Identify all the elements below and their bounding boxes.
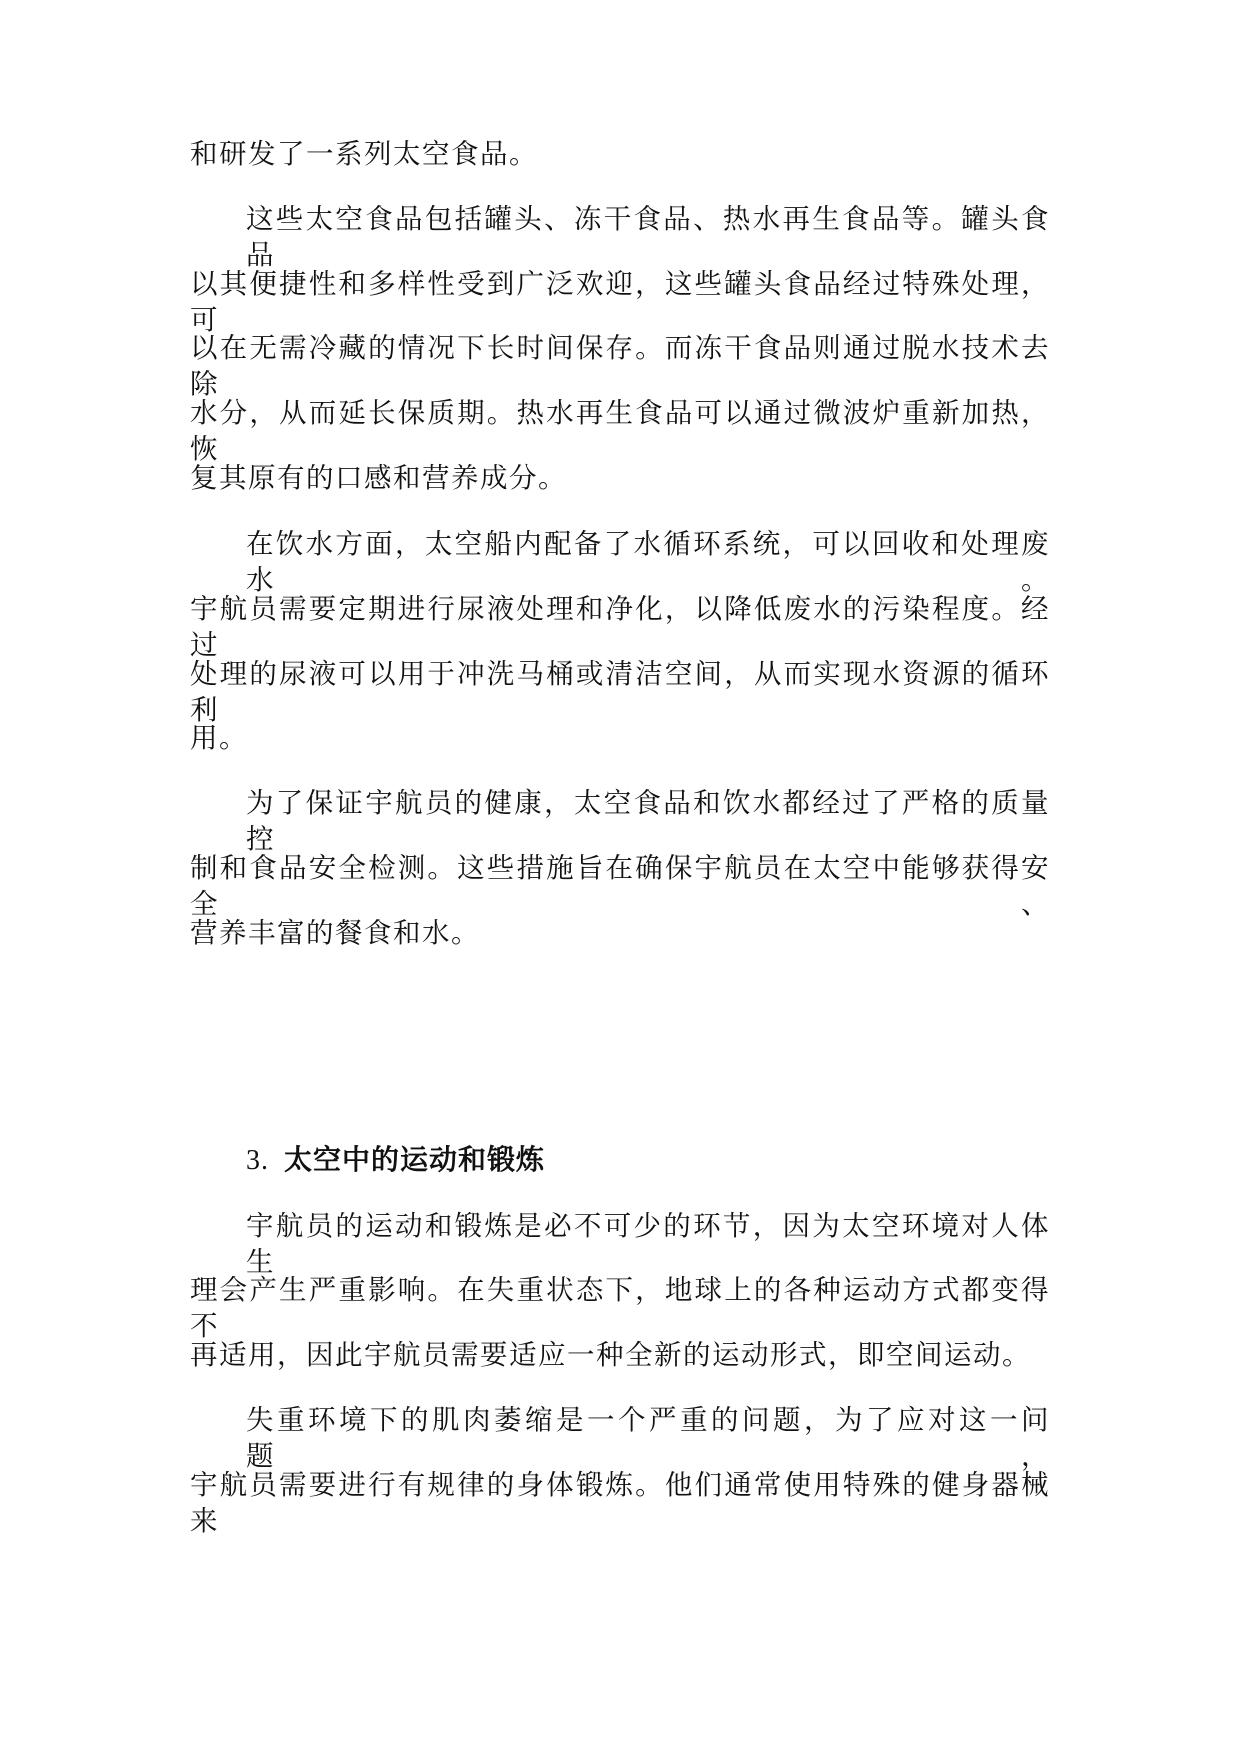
text-line: 营养丰富的餐食和水。 <box>190 917 480 949</box>
section-heading <box>246 1142 545 1179</box>
text-line: 制和食品安全检测。这些措施旨在确保宇航员在太空中能够获得安全、 <box>190 852 1050 920</box>
section-number: 3. <box>246 1145 269 1176</box>
text-line: 和研发了一系列太空食品。 <box>190 138 538 170</box>
text-line: 以在无需冷藏的情况下长时间保存。而冻干食品则通过脱水技术去除 <box>190 332 1050 400</box>
text-line: 理会产生严重影响。在失重状态下，地球上的各种运动方式都变得不 <box>190 1274 1050 1342</box>
paragraph-first-line: 为了保证宇航员的健康，太空食品和饮水都经过了严格的质量控 <box>246 787 1050 855</box>
text-line: 宇航员需要定期进行尿液处理和净化，以降低废水的污染程度。经过 <box>190 593 1050 661</box>
paragraph-first-line: 这些太空食品包括罐头、冻干食品、热水再生食品等。罐头食品 <box>246 203 1050 271</box>
text-line: 以其便捷性和多样性受到广泛欢迎，这些罐头食品经过特殊处理，可 <box>190 268 1050 336</box>
text-line: 宇航员需要进行有规律的身体锻炼。他们通常使用特殊的健身器械来 <box>190 1469 1050 1537</box>
text-line: 用。 <box>190 722 248 754</box>
text-line: 再适用，因此宇航员需要适应一种全新的运动形式，即空间运动。 <box>190 1339 1031 1371</box>
text-line: 处理的尿液可以用于冲洗马桶或清洁空间，从而实现水资源的循环利 <box>190 658 1050 726</box>
text-line: 复其原有的口感和营养成分。 <box>190 462 567 494</box>
text-line: 水分，从而延长保质期。热水再生食品可以通过微波炉重新加热，恢 <box>190 397 1050 465</box>
paragraph-first-line: 宇航员的运动和锻炼是必不可少的环节，因为太空环境对人体生 <box>246 1210 1050 1278</box>
paragraph-first-line: 在饮水方面，太空船内配备了水循环系统，可以回收和处理废水。 <box>246 528 1050 596</box>
section-title: 太空中的运动和锻炼 <box>284 1143 546 1176</box>
paragraph-first-line: 失重环境下的肌肉萎缩是一个严重的问题，为了应对这一问题， <box>246 1404 1050 1472</box>
